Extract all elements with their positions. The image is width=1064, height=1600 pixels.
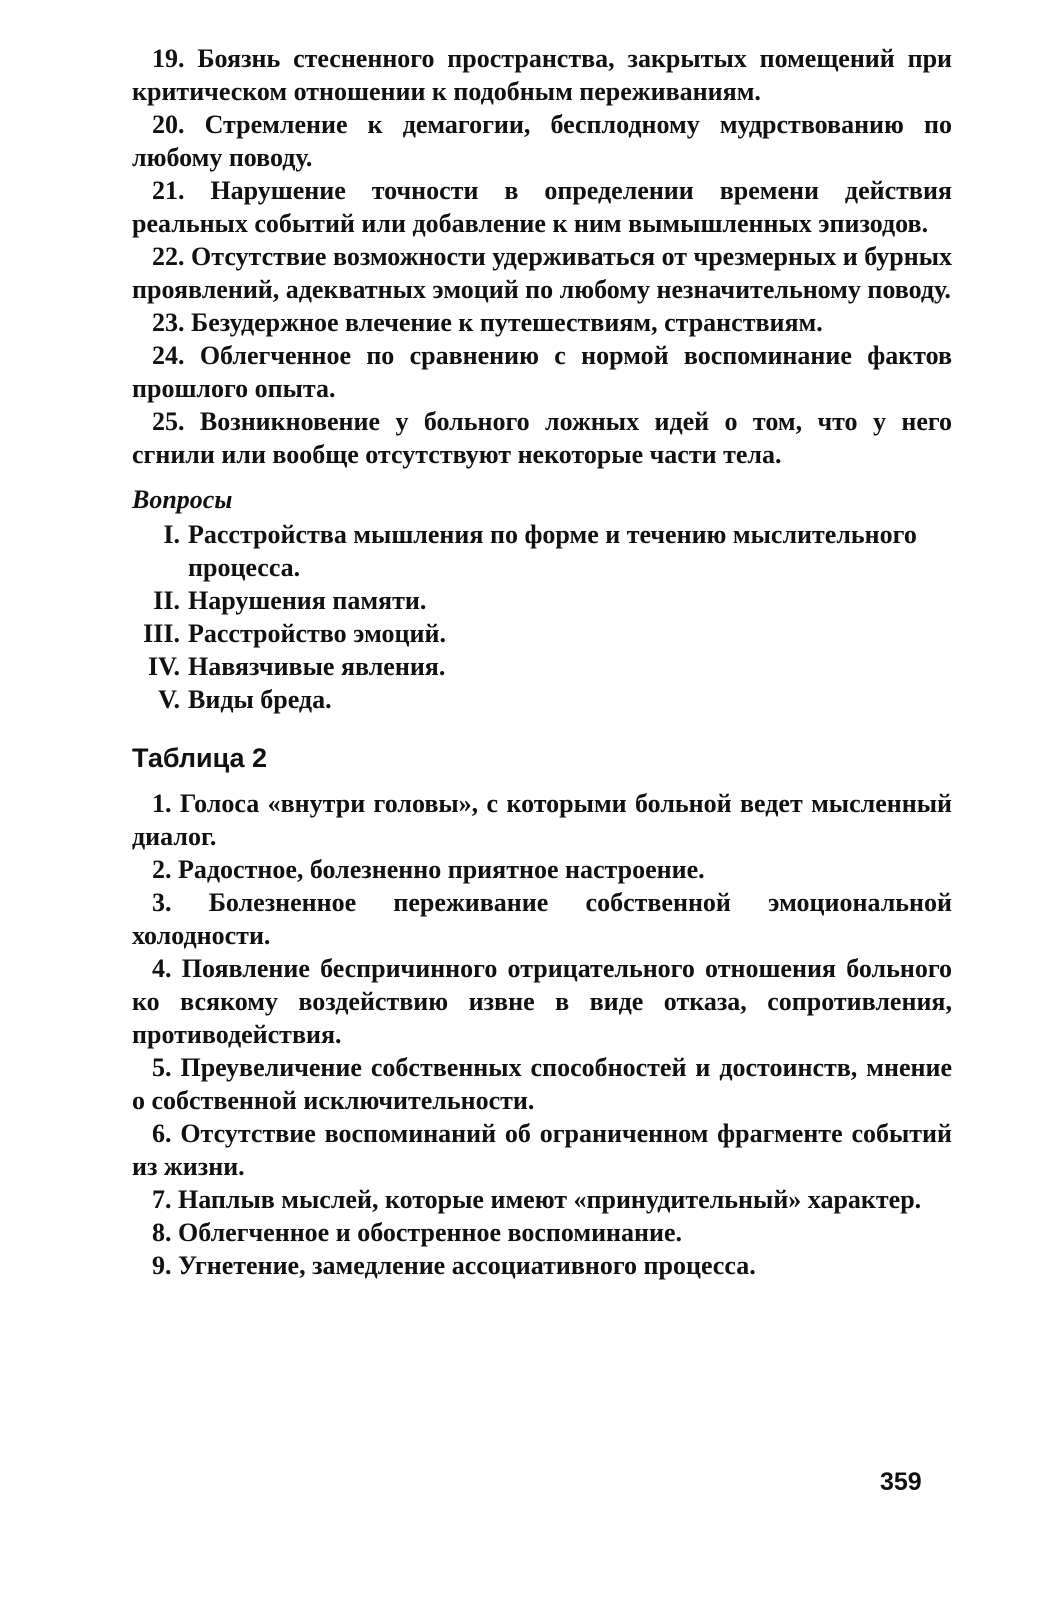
question-text: Нарушения памяти. bbox=[188, 586, 427, 615]
table2-items bbox=[132, 787, 952, 1282]
list-item bbox=[132, 1117, 952, 1183]
question-text: Виды бреда. bbox=[188, 685, 332, 714]
question-item bbox=[132, 518, 952, 584]
item-number: 19. bbox=[152, 44, 185, 73]
question-number: V. bbox=[158, 685, 180, 714]
list-item bbox=[132, 405, 952, 471]
list-item bbox=[132, 1249, 952, 1282]
item-text: Безудержное влечение к путешествиям, странствиям. bbox=[191, 308, 823, 337]
list-item bbox=[132, 306, 952, 339]
question-number: II. bbox=[153, 586, 180, 615]
list-item bbox=[132, 240, 952, 306]
item-number: 22. bbox=[152, 242, 185, 271]
list-item bbox=[132, 174, 952, 240]
question-text: Расстройства мышления по форме и течению мыслительного процесса. bbox=[188, 520, 917, 582]
item-text: Нарушение точности в определении времени действия реальных событий или добавление к ним вымышленных эпизодов. bbox=[132, 176, 952, 238]
item-number: 23. bbox=[152, 308, 185, 337]
item-text: Болезненное переживание собственной эмоциональной холодности. bbox=[132, 888, 952, 950]
question-item bbox=[132, 584, 952, 617]
item-number: 20. bbox=[152, 110, 185, 139]
list-item bbox=[132, 886, 952, 952]
item-text: Отсутствие воспоминаний об ограниченном фрагменте событий из жизни. bbox=[132, 1119, 953, 1181]
item-number: 7. bbox=[152, 1185, 172, 1214]
list-item bbox=[132, 1216, 952, 1249]
question-text: Навязчивые явления. bbox=[188, 652, 446, 681]
questions-heading: Вопросы bbox=[132, 485, 233, 514]
item-text: Облегченное и обостренное воспоминание. bbox=[178, 1218, 683, 1247]
list-item bbox=[132, 42, 952, 108]
question-number: I. bbox=[163, 520, 180, 549]
item-number: 9. bbox=[152, 1251, 172, 1280]
item-text: Стремление к демагогии, бесплодному мудрствованию по любому поводу. bbox=[132, 110, 952, 172]
list-item bbox=[132, 1051, 952, 1117]
item-number: 25. bbox=[152, 407, 185, 436]
list-item bbox=[132, 339, 952, 405]
item-text: Радостное, болезненно приятное настроение. bbox=[178, 855, 705, 884]
question-item bbox=[132, 617, 952, 650]
item-number: 24. bbox=[152, 341, 185, 370]
question-item bbox=[132, 683, 952, 716]
item-number: 21. bbox=[152, 176, 185, 205]
item-number: 6. bbox=[152, 1119, 172, 1148]
item-number: 2. bbox=[152, 855, 172, 884]
list-item bbox=[132, 952, 952, 1051]
questions-list bbox=[132, 518, 952, 716]
page-number: 359 bbox=[880, 1468, 922, 1496]
item-text: Отсутствие возможности удерживаться от чрезмерных и бурных проявлений, адекватных эмоций по любому незначительному поводу. bbox=[132, 242, 952, 304]
item-text: Возникновение у больного ложных идей о том, что у него сгнили или вообще отсутствуют некоторые части тела. bbox=[132, 407, 953, 469]
item-text: Наплыв мыслей, которые имеют «принудительный» характер. bbox=[178, 1185, 922, 1214]
question-item bbox=[132, 650, 952, 683]
item-text: Облегченное по сравнению с нормой воспоминание фактов прошлого опыта. bbox=[132, 341, 953, 403]
item-text: Угнетение, замедление ассоциативного процесса. bbox=[178, 1251, 756, 1280]
item-number: 5. bbox=[152, 1053, 172, 1082]
item-number: 3. bbox=[152, 888, 172, 917]
item-text: Преувеличение собственных способностей и достоинств, мнение о собственной исключительности. bbox=[132, 1053, 952, 1115]
list-item bbox=[132, 108, 952, 174]
top-items bbox=[132, 42, 952, 471]
list-item bbox=[132, 853, 952, 886]
text-body bbox=[132, 42, 952, 1282]
question-text: Расстройство эмоций. bbox=[188, 619, 446, 648]
item-number: 1. bbox=[152, 789, 172, 818]
question-number: III. bbox=[143, 619, 180, 648]
item-number: 8. bbox=[152, 1218, 172, 1247]
item-text: Голоса «внутри головы», с которыми больной ведет мысленный диалог. bbox=[132, 789, 953, 851]
question-number: IV. bbox=[147, 652, 180, 681]
list-item bbox=[132, 787, 952, 853]
table-title: Таблица 2 bbox=[132, 743, 268, 773]
list-item bbox=[132, 1183, 952, 1216]
item-text: Появление беспричинного отрицательного отношения больного ко всякому воздействию извне в виде отказа, сопротивления, противодействия. bbox=[132, 954, 953, 1049]
item-text: Боязнь стесненного пространства, закрытых помещений при критическом отношении к подобным переживаниям. bbox=[132, 44, 953, 106]
item-number: 4. bbox=[152, 954, 172, 983]
